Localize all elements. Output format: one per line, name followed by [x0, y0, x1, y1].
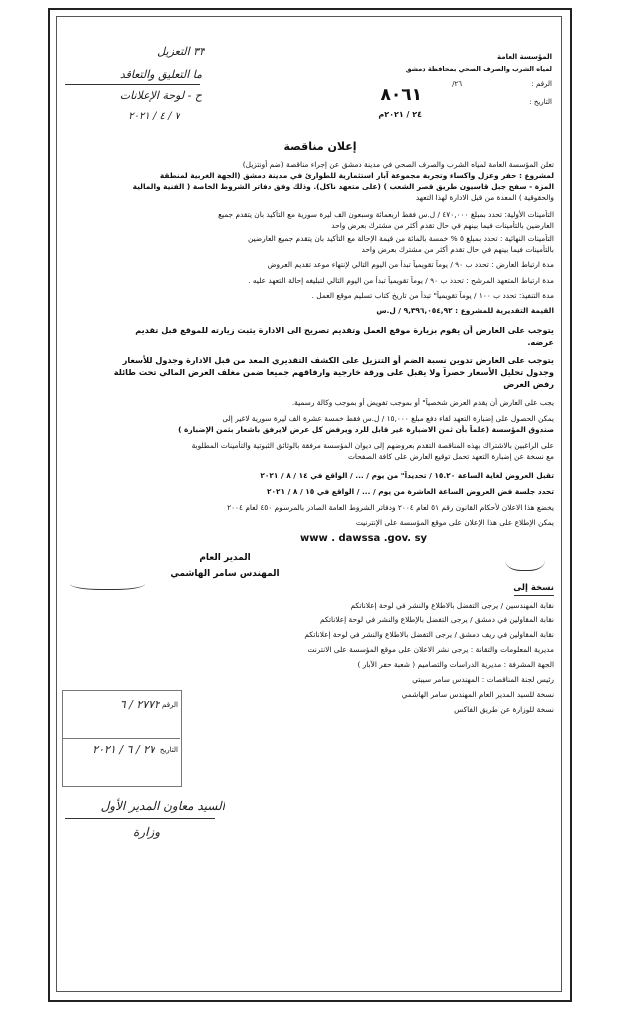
clause-final-deposit-2: بالتأمينات فيما بينهم في حال تقدم أكثر من مشترك بعرض واحد — [361, 245, 554, 254]
signature-scribble-2 — [505, 545, 545, 571]
org-name-line2: لمياه الشرب والصرف الصحي بمحافظة دمشق — [405, 65, 552, 73]
intro-line-3: المزة - سفح جبل قاسيون طريق قصر الشعب ) (على متعهد ناكل). وذلك وفق دفاتر الشروط الخاصة ( الفنية والمالية — [132, 182, 554, 191]
intro-line-2: لمشروع : حفر وعزل واكساء وتجربة مجموعة آبار استثمارية للطوارئ في مدينة دمشق (الجهة الغربية لمنطقة — [159, 171, 554, 180]
signature-name: المهندس سامر الهاشمي — [170, 569, 280, 579]
copy-to-item-3: نقابة المقاولين في ريف دمشق / يرجى التفضل بالاطلاع والنشر في لوحة إعلاناتكم — [304, 630, 554, 639]
clause-file-fee-4: مع نسخة عن إضبارة التعهد تحمل توقيع العارض على كافة الصفحات — [347, 452, 554, 461]
clause-bidder-validity: مدة ارتباط العارض : تحدد ب ٩٠ / يوماً تقويمياً تبدأ من اليوم التالي لإنتهاء موعد تقديم العروض — [267, 260, 554, 269]
clause-submission-deadline: تقبل العروض لغاية الساعة ١٥.٢٠ / تحديداً" من يوم / ... / الواقع في ١٤ / ٨ / ٢٠٢١ — [260, 471, 554, 480]
ref-label: الرقم : — [531, 80, 552, 88]
copy-to-item-1: نقابة المهندسين / يرجى التفضل بالاطلاع والنشر في لوحة إعلاناتكم — [350, 601, 554, 610]
clause-initial-deposit-2: العارضين بالتأمينات فيما بينهم في حال تقدم أكثر من مشترك بعرض واحد — [331, 221, 554, 230]
handwritten-note-3: ح - لوحة الإعلانات — [119, 89, 202, 102]
clause-opening-session: تحدد جلسة فض العروض الساعة العاشرة من يوم / ... / الواقع في ١٥ / ٨ / ٢٠٢١ — [267, 487, 554, 496]
clause-discount-3: رفض العرض — [503, 379, 554, 389]
clause-discount-1: يتوجب على العارض تدوين نسبة الضم أو التنزيل على الكشف التقديري المعد من قبل الادارة وجدول للأسعار — [122, 355, 554, 365]
clause-estimated-value: القيمة التقديرية للمشروع : ٩,٣٩٦,٠٥٤,٩٢ / ل.س — [376, 306, 554, 315]
document-title: إعلان مناقصة — [283, 140, 357, 153]
stamp-date-value: ٢٧ / ٦ / ٢٠٢١ — [92, 743, 155, 756]
clause-file-fee-3: على الراغبين بالاشتراك بهذه المناقصة التقدم بعروضهم إلى ديوان المؤسسة مرفقة بالوثائق الثبوتية والتأمينات المطلوبة — [191, 441, 554, 450]
handwritten-bottom-note-1: السيد معاون المدير الأول — [100, 799, 225, 813]
intro-line-1: تعلن المؤسسة العامة لمياه الشرب والصرف الصحي في مدينة دمشق عن إجراء مناقصة (ضم أونتزيل) — [242, 160, 554, 169]
clause-site-visit-2: عرضه. — [527, 337, 554, 347]
clause-file-fee-2: صندوق المؤسسة (علماً بأن ثمن الاضبارة غير قابل للرد ويرفض كل عرض لايرفق باشعار بثمن الإضبارة ) — [178, 425, 554, 434]
clause-website-note: يمكن الإطلاع على هذا الإعلان على موقع المؤسسة على الإنترنيت — [355, 518, 554, 527]
clause-execution-period: مدة التنفيذ: تحدد ب ١٠٠ / يوماً تقويمياً" تبدأ من تاريخ كتاب تسليم موقع العمل . — [311, 291, 554, 300]
copy-to-item-6: رئيس لجنة المناقصات : المهندس سامر سيبتي — [412, 675, 554, 684]
ref-number: ٨٠٦١ — [380, 85, 422, 105]
ref-code: ٢٦/ — [452, 80, 462, 88]
date-label: التاريخ : — [529, 98, 552, 106]
stamp-ref-value: ٢٧٧٢ / ٦ — [119, 698, 160, 711]
handwritten-note-2: ما التعليق والتعاقد — [119, 68, 202, 81]
handwritten-bottom-note-2: وزارة — [132, 825, 160, 839]
copy-to-item-7: نسخة للسيد المدير العام المهندس سامر الهاشمي — [401, 690, 554, 699]
website-url[interactable]: www . dawssa .gov. sy — [300, 533, 428, 544]
clause-discount-2: وجدول تحليل الأسعار حصراً ولا يقبل على ورقة خارجية وارفاقهم جميعا ضمن مغلف العرض المالي تحت طائلة — [113, 367, 554, 377]
date-value: ٢٤ / ٢٠٢١م — [378, 110, 422, 119]
handwritten-note-4: ٧ / ٤ / ٢٠٢١ — [128, 111, 180, 122]
copy-to-item-2: نقابة المقاولين في دمشق / يرجى التفضل بالإطلاع والنشر في لوحة إعلاناتكم — [319, 615, 554, 624]
copy-to-item-8: نسخة للوزارة عن طريق الفاكس — [454, 705, 554, 714]
org-name-line1: المؤسسة العامة — [497, 53, 552, 61]
clause-contractor-validity: مدة ارتباط المتعهد المرشح : تحدد ب ٩٠ / يوماً تقويمياً تبدأ من اليوم التالي لتبليغه إحالة التعهد عليه . — [248, 276, 554, 285]
clause-file-fee-1: يمكن الحصول على إضبارة التعهد لقاء دفع مبلغ ١٥,٠٠٠ / ل.س فقط خمسة عشرة الف ليرة سورية لاغير إلى — [222, 414, 554, 423]
clause-initial-deposit-1: التأمينات الأولية: تحدد بمبلغ ٤٧٠,٠٠٠ / ل.س فقط اربعمائة وسبعون الف ليرة سورية مع التأكيد بان يتقدم جميع — [218, 210, 554, 219]
clause-personal-submission: يجب على العارض أن يقدم العرض شخصياً" أو بموجب تفويض أو بموجب وكالة رسمية. — [291, 398, 554, 407]
signature-scribble — [70, 575, 145, 590]
intro-line-4: والحقوقية ) المعدة من قبل الادارة لهذا التعهد — [415, 193, 554, 202]
handwritten-note-1: ٣٣ التعزيل — [157, 45, 205, 58]
copy-to-item-4: مديرية المعلومات والتقانة : يرجى نشر الاعلان على موقع المؤسسة على الانترنت — [307, 645, 554, 654]
copy-to-heading: نسخة إلى — [513, 583, 554, 593]
clause-law-reference: يخضع هذا الاعلان لأحكام القانون رقم ٥١ لعام ٢٠٠٤ ودفاتر الشروط العامة الصادر بالمرسوم ٤٥٠ لعام ٢٠٠٤ — [227, 503, 554, 512]
stamp-date-label: التاريخ — [159, 746, 178, 754]
copy-to-item-5: الجهة المشرفة : مديرية الدراسات والتصاميم ( شعبة حفر الآبار ) — [357, 660, 554, 669]
clause-site-visit-1: يتوجب على العارض أن يقوم بزيارة موقع العمل وتقديم تصريح الى الادارة يثبت زيارته للموقع قبل تقديم — [135, 325, 554, 335]
clause-final-deposit-1: التأمينات النهائية : تحدد بمبلغ ٥ % خمسة بالمائة من قيمة الإحالة مع التأكيد بان يتقدم جميع العارضين — [248, 234, 554, 243]
stamp-ref-label: الرقم — [162, 701, 178, 709]
signature-title: المدير العام — [199, 553, 251, 563]
